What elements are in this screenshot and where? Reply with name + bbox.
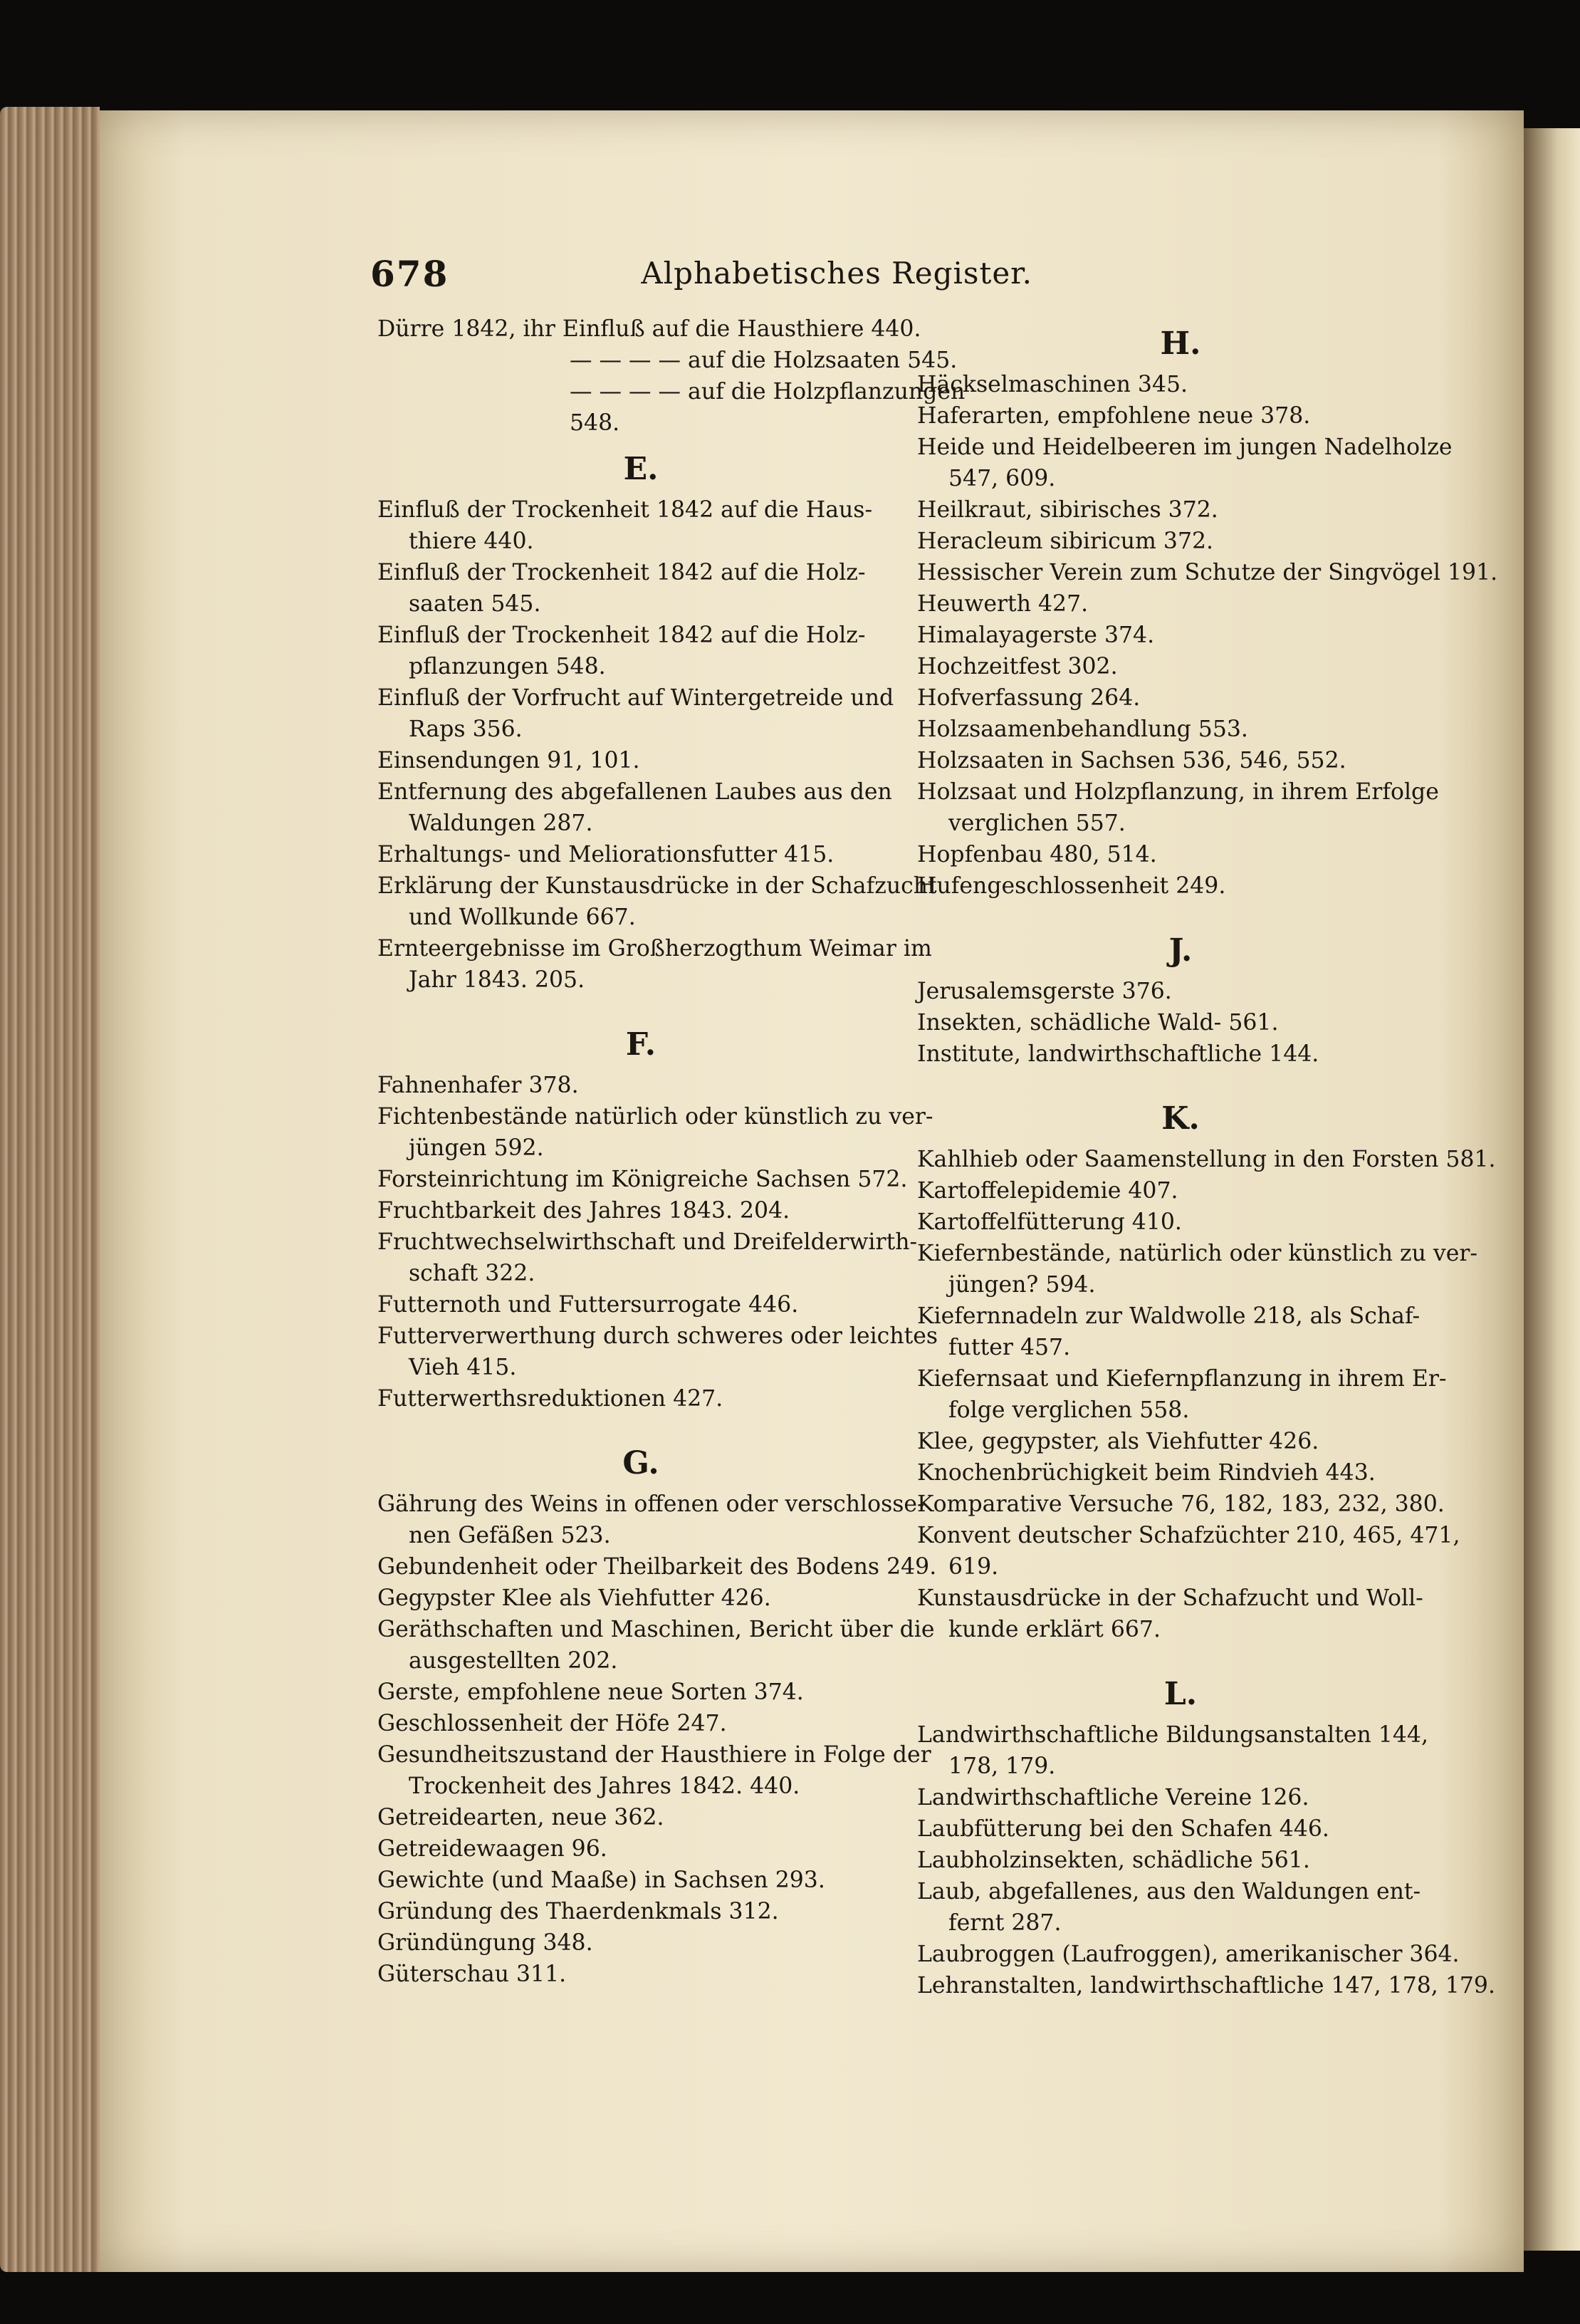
index-column-right — [917, 313, 1498, 2001]
index-entry: Heuwerth 427. — [917, 591, 1089, 617]
index-entry: Kiefernnadeln zur Waldwolle 218, als Schaf- — [917, 1303, 1421, 1329]
index-entry: Gerste, empfohlene neue Sorten 374. — [377, 1679, 804, 1705]
index-entry: Vieh 415. — [409, 1355, 517, 1380]
index-entry: saaten 545. — [409, 591, 541, 617]
index-entry: Einsendungen 91, 101. — [377, 748, 640, 773]
index-entry: Forsteinrichtung im Königreiche Sachsen 572. — [377, 1167, 908, 1192]
section-gap — [377, 996, 904, 1014]
index-entry: Raps 356. — [409, 717, 523, 742]
index-entry: — — — — auf die Holzsaaten 545. — [570, 348, 958, 373]
index-entry: Hessischer Verein zum Schutze der Singvögel 191. — [917, 560, 1498, 585]
index-entry: Fruchtwechselwirthschaft und Dreifelderwirth- — [377, 1229, 918, 1255]
facing-page-edge — [1524, 128, 1580, 2251]
index-entry: Futterwerthsreduktionen 427. — [377, 1386, 723, 1412]
index-entry: folge verglichen 558. — [948, 1397, 1190, 1423]
index-entry: Haferarten, empfohlene neue 378. — [917, 403, 1311, 429]
index-entry: Kiefernsaat und Kiefernpflanzung in ihrem Er- — [917, 1366, 1447, 1392]
index-entry: Heracleum sibiricum 372. — [917, 528, 1214, 554]
section-letter: E. — [623, 451, 659, 487]
index-entry: Laubfütterung bei den Schafen 446. — [917, 1816, 1329, 1842]
index-entry: Komparative Versuche 76, 182, 183, 232, 380. — [917, 1491, 1445, 1517]
section-letter: K. — [1161, 1100, 1200, 1137]
index-entry: kunde erklärt 667. — [948, 1617, 1161, 1642]
index-entry: Gesundheitszustand der Hausthiere in Folge der — [377, 1742, 931, 1768]
index-entry: Kartoffelepidemie 407. — [917, 1178, 1178, 1204]
index-entry: Einfluß der Trockenheit 1842 auf die Holz- — [377, 622, 866, 648]
index-entry: Klee, gegypster, als Viehfutter 426. — [917, 1429, 1319, 1454]
index-entry: Erklärung der Kunstausdrücke in der Schafzucht — [377, 873, 937, 899]
index-entry: Gründüngung 348. — [377, 1930, 593, 1956]
index-entry: Kiefernbestände, natürlich oder künstlich zu ver- — [917, 1241, 1478, 1266]
index-entry: — — — — auf die Holzpflanzungen — [570, 379, 966, 405]
index-entry: Dürre 1842, ihr Einfluß auf die Hausthiere 440. — [377, 316, 921, 342]
index-entry: Knochenbrüchigkeit beim Rindvieh 443. — [917, 1460, 1376, 1486]
index-entry: futter 457. — [948, 1335, 1071, 1360]
section-letter: J. — [1168, 932, 1193, 969]
index-entry: Einfluß der Trockenheit 1842 auf die Holz- — [377, 560, 866, 585]
index-entry: 548. — [570, 410, 620, 436]
section-gap — [377, 1414, 904, 1433]
index-entry: Güterschau 311. — [377, 1961, 567, 1987]
index-entry: Einfluß der Vorfrucht auf Wintergetreide und — [377, 685, 894, 711]
index-entry: Gewichte (und Maaße) in Sachsen 293. — [377, 1867, 825, 1893]
index-entry: Hochzeitfest 302. — [917, 654, 1118, 679]
index-entry: ausgestellten 202. — [409, 1648, 618, 1674]
running-title: Alphabetisches Register. — [641, 256, 1032, 291]
index-entry: Geräthschaften und Maschinen, Bericht über die — [377, 1617, 935, 1642]
index-entry: nen Gefäßen 523. — [409, 1523, 611, 1548]
index-entry: Geschlossenheit der Höfe 247. — [377, 1711, 727, 1736]
index-column-left — [377, 313, 966, 1990]
index-entry: 178, 179. — [948, 1754, 1056, 1779]
index-entry: Institute, landwirthschaftliche 144. — [917, 1041, 1319, 1067]
index-entry: Holzsaamenbehandlung 553. — [917, 717, 1248, 742]
index-entry: Heilkraut, sibirisches 372. — [917, 497, 1218, 523]
index-entry: Entfernung des abgefallenen Laubes aus den — [377, 779, 892, 805]
index-entry: Gründung des Thaerdenkmals 312. — [377, 1899, 779, 1924]
index-entry: Fichtenbestände natürlich oder künstlich zu ver- — [377, 1104, 933, 1130]
index-entry: Getreidearten, neue 362. — [377, 1805, 664, 1830]
index-entry: Fahnenhafer 378. — [377, 1073, 579, 1098]
index-entry: Laubholzinsekten, schädliche 561. — [917, 1848, 1310, 1873]
section-letter: G. — [622, 1445, 659, 1481]
index-entry: Holzsaat und Holzpflanzung, in ihrem Erfolge — [917, 779, 1439, 805]
section-gap — [917, 902, 1444, 920]
index-entry: Insekten, schädliche Wald- 561. — [917, 1010, 1279, 1036]
index-entry: jüngen 592. — [409, 1135, 544, 1161]
index-entry: Ernteergebnisse im Großherzogthum Weimar im — [377, 936, 932, 962]
index-entry: Hopfenbau 480, 514. — [917, 842, 1157, 867]
index-entry: Jerusalemsgerste 376. — [917, 979, 1172, 1004]
index-entry: und Wollkunde 667. — [409, 905, 636, 930]
index-entry: Gegypster Klee als Viehfutter 426. — [377, 1585, 771, 1611]
index-entry: Waldungen 287. — [409, 811, 593, 836]
index-entry: Futternoth und Futtersurrogate 446. — [377, 1292, 799, 1318]
section-letter: F. — [625, 1026, 656, 1063]
index-entry: Jahr 1843. 205. — [409, 967, 585, 993]
index-entry: 619. — [948, 1554, 999, 1580]
page-header — [370, 253, 1032, 296]
index-entry: Heide und Heidelbeeren im jungen Nadelholze — [917, 434, 1453, 460]
index-entry: thiere 440. — [409, 528, 534, 554]
section-letter: L. — [1163, 1676, 1198, 1712]
index-entry: Kartoffelfütterung 410. — [917, 1209, 1182, 1235]
index-entry: Landwirthschaftliche Vereine 126. — [917, 1785, 1309, 1810]
index-entry: verglichen 557. — [948, 811, 1126, 836]
index-entry: Hufengeschlossenheit 249. — [917, 873, 1226, 899]
section-gap — [917, 1645, 1444, 1664]
index-entry: schaft 322. — [409, 1261, 535, 1286]
index-entry: Gebundenheit oder Theilbarkeit des Bodens 249. — [377, 1554, 937, 1580]
index-entry: Konvent deutscher Schafzüchter 210, 465, 471, — [917, 1523, 1460, 1548]
index-entry: Hofverfassung 264. — [917, 685, 1141, 711]
index-entry: Getreidewaagen 96. — [377, 1836, 607, 1862]
page-number: 678 — [370, 253, 449, 295]
index-entry: Holzsaaten in Sachsen 536, 546, 552. — [917, 748, 1346, 773]
index-entry: Laubroggen (Laufroggen), amerikanischer 364. — [917, 1942, 1460, 1967]
index-entry: Laub, abgefallenes, aus den Waldungen ent- — [917, 1879, 1421, 1904]
index-entry: Gährung des Weins in offenen oder verschlosse- — [377, 1491, 925, 1517]
index-entry: Himalayagerste 374. — [917, 622, 1155, 648]
index-entry: Futterverwerthung durch schweres oder leichtes — [377, 1323, 938, 1349]
index-entry: Fruchtbarkeit des Jahres 1843. 204. — [377, 1198, 790, 1224]
index-entry: fernt 287. — [948, 1910, 1062, 1936]
book-page-edges — [0, 107, 100, 2272]
section-gap — [917, 1070, 1444, 1088]
index-entry: 547, 609. — [948, 466, 1056, 491]
section-letter: H. — [1160, 325, 1201, 362]
index-entry: Erhaltungs- und Meliorationsfutter 415. — [377, 842, 835, 867]
index-entry: Häckselmaschinen 345. — [917, 372, 1188, 397]
index-entry: Kunstausdrücke in der Schafzucht und Woll- — [917, 1585, 1423, 1611]
index-entry: Lehranstalten, landwirthschaftliche 147, 178, 179. — [917, 1973, 1495, 1999]
index-entry: pflanzungen 548. — [409, 654, 606, 679]
index-entry: Einfluß der Trockenheit 1842 auf die Haus- — [377, 497, 873, 523]
index-entry: Kahlhieb oder Saamenstellung in den Forsten 581. — [917, 1147, 1496, 1172]
index-entry: Trockenheit des Jahres 1842. 440. — [409, 1773, 800, 1799]
index-entry: Landwirthschaftliche Bildungsanstalten 144, — [917, 1722, 1428, 1748]
index-entry: jüngen? 594. — [948, 1272, 1096, 1298]
